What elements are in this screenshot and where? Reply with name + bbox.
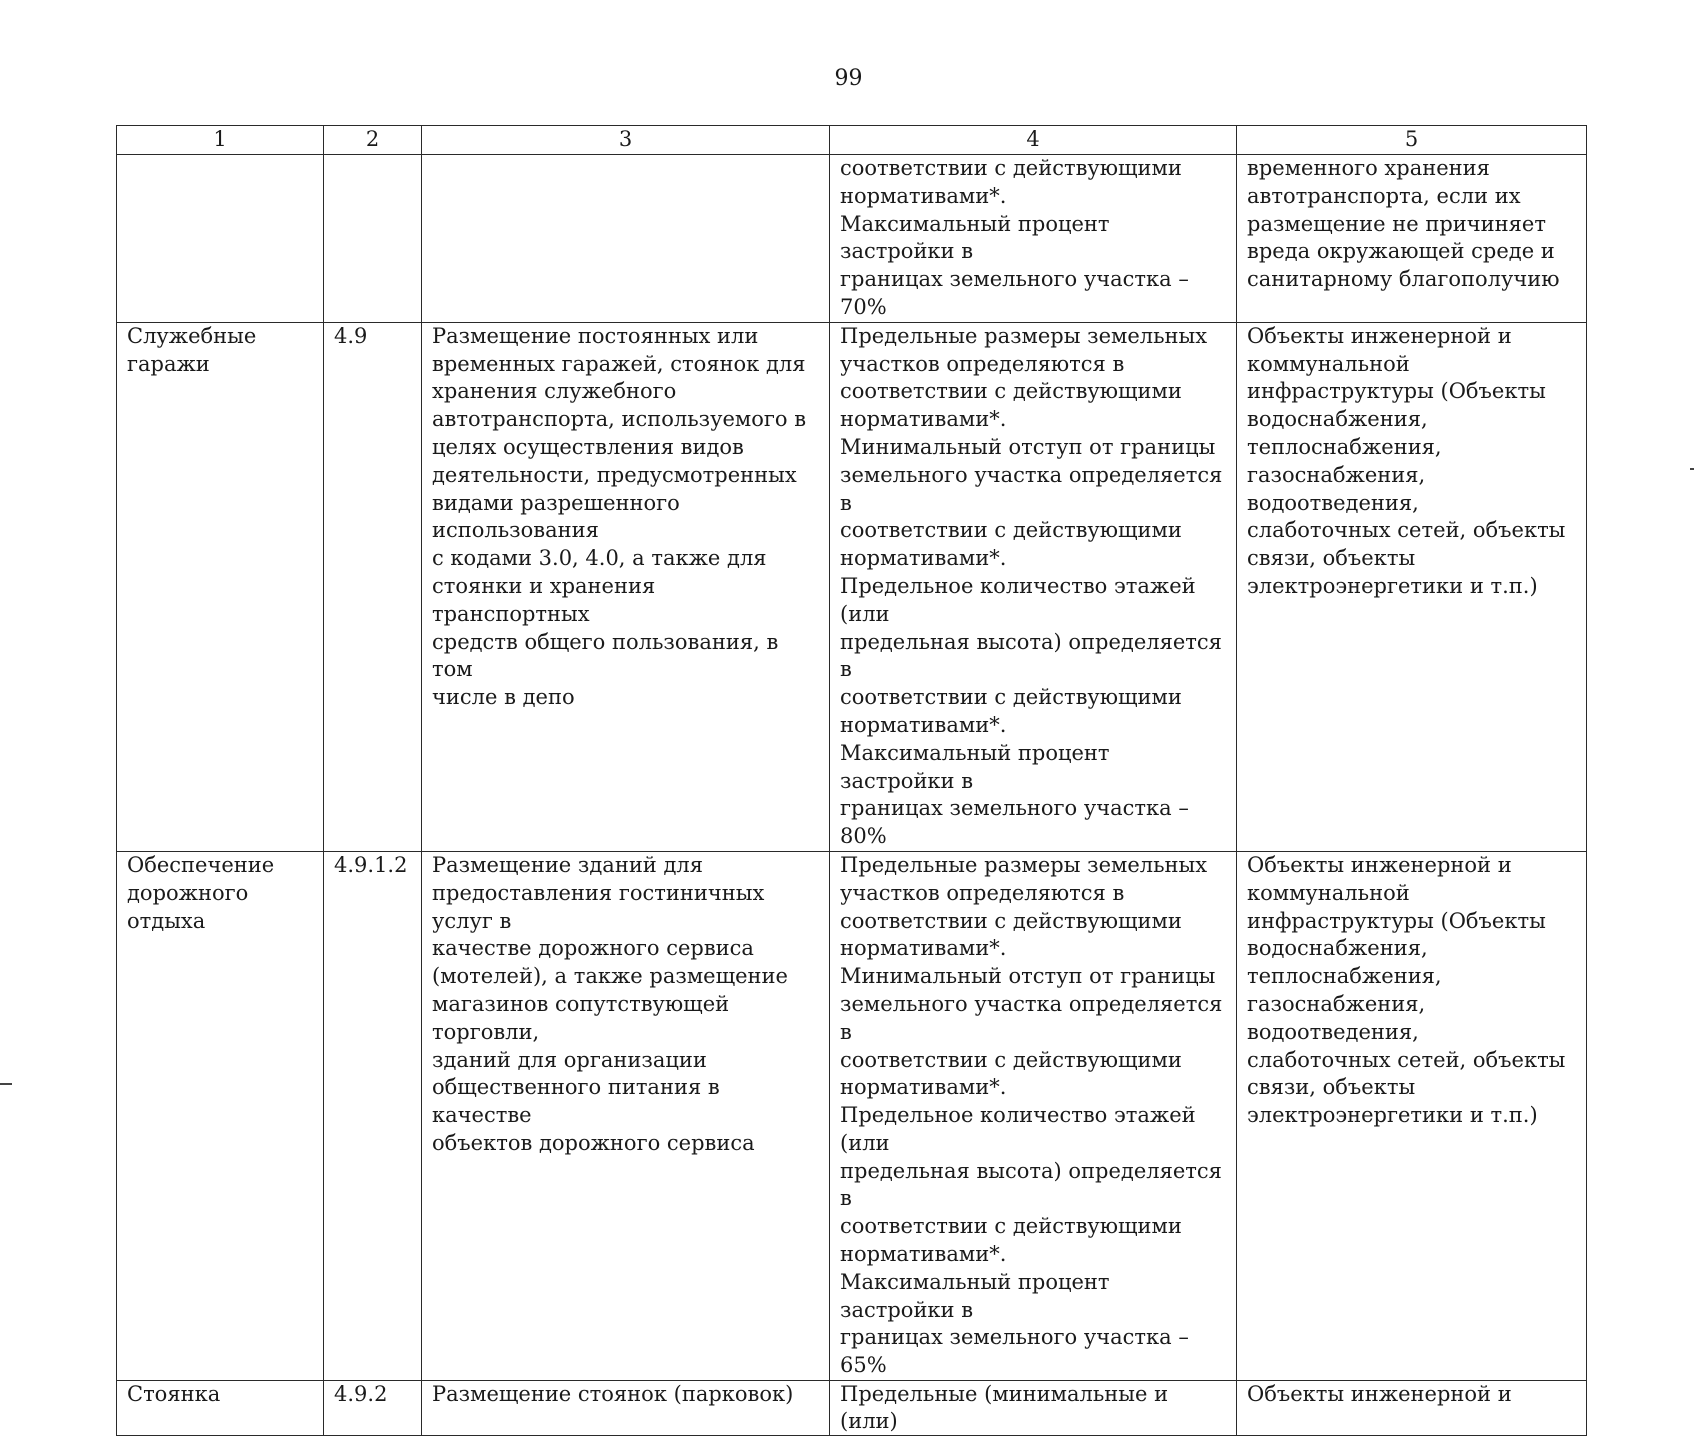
table-header-row bbox=[117, 126, 1587, 155]
use-type-name: Служебные гаражи bbox=[117, 322, 324, 851]
use-type-description: Размещение постоянных или временных гаражей, стоянок для хранения служебного автотранспорта, используемого в целях осуществления видов деятельности, предусмотренных видами разрешенного использования с кодами 3.0, 4.0, а также для стоянки и хранения транспортных средств общего пользования, в том числе в депо bbox=[422, 322, 830, 851]
continuation-cell-auxiliary: временного хранения автотранспорта, если их размещение не причиняет вреда окружающей среде и санитарному благополучию bbox=[1237, 155, 1587, 323]
use-type-auxiliary: Объекты инженерной и коммунальной инфраструктуры (Объекты водоснабжения, теплоснабжения, газоснабжения, водоотведения, слаботочных сетей, объекты связи, объекты электроэнергетики и т.п.) bbox=[1237, 322, 1587, 851]
column-number-1: 1 bbox=[117, 126, 324, 155]
table-row bbox=[117, 322, 1587, 851]
use-type-name: Стоянка bbox=[117, 1381, 324, 1436]
use-type-code: 4.9.1.2 bbox=[324, 851, 422, 1380]
use-type-name: Обеспечение дорожного отдыха bbox=[117, 851, 324, 1380]
use-type-code: 4.9 bbox=[324, 322, 422, 851]
column-number-5: 5 bbox=[1237, 126, 1587, 155]
use-type-parameters: Предельные (минимальные и (или) bbox=[830, 1381, 1237, 1436]
use-type-parameters: Предельные размеры земельных участков определяются в соответствии с действующими нормативами*. Минимальный отступ от границы земельного участка определяется в соответствии с действующими нормативами*. Предельное количество этажей (или предельная высота) определяется в соответствии с действующими нормативами*. Максимальный процент застройки в границах земельного участка – 65% bbox=[830, 851, 1237, 1380]
use-type-parameters: Предельные размеры земельных участков определяются в соответствии с действующими нормативами*. Минимальный отступ от границы земельного участка определяется в соответствии с действующими нормативами*. Предельное количество этажей (или предельная высота) определяется в соответствии с действующими нормативами*. Максимальный процент застройки в границах земельного участка – 80% bbox=[830, 322, 1237, 851]
scan-mark-right bbox=[1690, 468, 1694, 470]
column-number-4: 4 bbox=[830, 126, 1237, 155]
use-type-auxiliary: Объекты инженерной и коммунальной инфраструктуры (Объекты водоснабжения, теплоснабжения, газоснабжения, водоотведения, слаботочных сетей, объекты связи, объекты электроэнергетики и т.п.) bbox=[1237, 851, 1587, 1380]
column-number-3: 3 bbox=[422, 126, 830, 155]
page-number: 99 bbox=[834, 66, 863, 91]
use-type-auxiliary: Объекты инженерной и bbox=[1237, 1381, 1587, 1436]
continuation-cell-2 bbox=[324, 155, 422, 323]
use-type-code: 4.9.2 bbox=[324, 1381, 422, 1436]
scan-mark-left bbox=[0, 1083, 12, 1085]
table-row bbox=[117, 1381, 1587, 1436]
column-number-2: 2 bbox=[324, 126, 422, 155]
land-use-table bbox=[116, 125, 1587, 1436]
table-row-continuation bbox=[117, 155, 1587, 323]
continuation-cell-1 bbox=[117, 155, 324, 323]
continuation-cell-parameters: соответствии с действующими нормативами*. Максимальный процент застройки в границах земельного участка – 70% bbox=[830, 155, 1237, 323]
use-type-description: Размещение зданий для предоставления гостиничных услуг в качестве дорожного сервиса (мотелей), а также размещение магазинов сопутствующей торговли, зданий для организации общественного питания в качестве объектов дорожного сервиса bbox=[422, 851, 830, 1380]
use-type-description: Размещение стоянок (парковок) bbox=[422, 1381, 830, 1436]
table-row bbox=[117, 851, 1587, 1380]
continuation-cell-3 bbox=[422, 155, 830, 323]
